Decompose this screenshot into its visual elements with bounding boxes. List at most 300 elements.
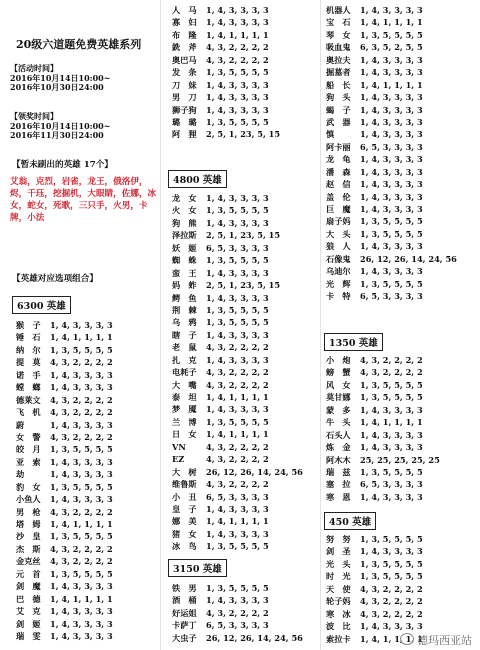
hero-row	[172, 292, 303, 304]
hero-name: 德莱文	[16, 394, 41, 405]
hero-option-code: 1, 4, 3, 3, 3, 3	[50, 494, 113, 505]
hero-name: 波 比	[326, 621, 351, 632]
hero-row	[326, 104, 457, 116]
hero-name: 剑 魔	[16, 581, 41, 592]
hero-option-code: 1, 4, 3, 3, 3, 3	[206, 193, 269, 203]
hero-option-code: 1, 4, 3, 3, 3, 3	[206, 104, 269, 115]
hero-option-code: 4, 3, 2, 2, 2, 2	[206, 342, 269, 353]
hero-row	[326, 491, 440, 503]
hero-row	[172, 428, 303, 440]
hero-option-code: 1, 3, 5, 5, 5, 5	[360, 29, 423, 40]
hero-row	[172, 66, 280, 78]
hero-name: 剑 圣	[326, 546, 351, 557]
hero-option-code: 4, 3, 2, 2, 2, 2	[206, 441, 269, 452]
hero-row	[172, 116, 280, 128]
hero-row	[172, 416, 303, 428]
hero-row	[326, 91, 457, 103]
hero-row	[172, 540, 303, 552]
hero-row	[16, 369, 113, 381]
hero-row	[326, 570, 423, 582]
hero-row	[326, 41, 457, 53]
hero-row	[172, 515, 303, 527]
column-divider	[160, 0, 161, 650]
hero-row	[326, 128, 457, 140]
hero-name: 冰 鸟	[172, 541, 197, 552]
hero-option-code: 1, 3, 5, 5, 5, 5	[360, 216, 423, 227]
hero-option-code: 2, 5, 1, 23, 5, 15	[206, 129, 281, 140]
event-time-start: 2016年10月14日10:00~	[10, 72, 111, 83]
hero-name: 诺 手	[16, 369, 41, 380]
hero-row	[172, 204, 303, 216]
hero-row	[172, 192, 303, 204]
hero-option-code: 1, 4, 1, 1, 1, 1	[206, 29, 269, 40]
hero-name: 蝎 子	[326, 104, 351, 115]
hero-option-code: 1, 3, 5, 5, 5, 5	[360, 466, 423, 477]
hero-name: 璐 璐	[172, 116, 197, 127]
hero-row	[326, 66, 457, 78]
hero-name: 金克丝	[16, 556, 41, 567]
hero-name: 发 条	[172, 67, 197, 78]
hero-name: 维鲁斯	[172, 479, 197, 490]
hero-option-code: 1, 4, 3, 3, 3, 3	[206, 217, 269, 228]
hero-name: 阿 狸	[172, 129, 197, 140]
hero-option-code: 1, 3, 5, 5, 5, 5	[50, 344, 113, 355]
hero-row	[172, 391, 303, 403]
hero-option-code: 4, 3, 2, 2, 2, 2	[360, 367, 423, 378]
hero-option-code: 1, 3, 5, 5, 5, 5	[360, 571, 423, 582]
hero-option-code: 1, 4, 1, 1, 1, 1	[360, 417, 423, 428]
hero-row	[326, 153, 457, 165]
hero-option-code: 1, 4, 1, 1, 1, 1	[206, 429, 269, 440]
hero-option-code: 1, 3, 5, 5, 5, 5	[206, 304, 269, 315]
hero-option-code: 1, 4, 3, 3, 3, 3	[360, 67, 423, 78]
hero-name: 莫甘娜	[326, 392, 351, 403]
hero-name: 塞 拉	[326, 479, 351, 490]
hero-name: 鳄 鱼	[172, 292, 197, 303]
hero-name: 螳 螂	[16, 382, 41, 393]
hero-name: 狗 熊	[172, 217, 197, 228]
hero-option-code: 4, 3, 2, 2, 2, 2	[50, 407, 113, 418]
hero-row	[326, 545, 423, 557]
hero-name: 飞 机	[16, 407, 41, 418]
hero-row	[326, 178, 457, 190]
hero-row	[326, 478, 440, 490]
hero-option-code: 6, 5, 3, 3, 3, 3	[206, 620, 269, 631]
claim-time-heading: 【领奖时间】	[10, 111, 58, 121]
event-time-end: 2016年10月30日24:00	[10, 82, 104, 92]
hero-name: 狮子狗	[172, 104, 197, 115]
hero-option-code: 1, 4, 3, 3, 3, 3	[360, 129, 423, 140]
hero-name: 巴 德	[16, 593, 41, 604]
hero-row	[172, 267, 303, 279]
hero-name: 小 丑	[172, 491, 197, 502]
hero-option-code: 1, 4, 3, 3, 3, 3	[360, 154, 423, 165]
hero-name: 猪 女	[172, 528, 197, 539]
hero-option-code: 1, 4, 3, 3, 3, 3	[360, 54, 423, 65]
wechat-icon	[400, 633, 414, 645]
hero-option-code: 1, 4, 3, 3, 3, 3	[206, 528, 269, 539]
hero-row	[16, 344, 113, 356]
hero-name: 塔 姆	[16, 519, 41, 529]
hero-row	[172, 217, 303, 229]
section-label-3150: 3150 英雄	[168, 559, 227, 577]
hero-option-code: 1, 4, 3, 3, 3, 3	[360, 104, 423, 115]
hero-row	[326, 79, 457, 91]
hero-option-code: 1, 3, 5, 5, 5, 5	[360, 278, 423, 289]
hero-option-code: 2, 5, 1, 23, 5, 15	[206, 230, 281, 241]
hero-name: 纳 尔	[16, 344, 41, 355]
hero-name: 梦 魇	[172, 404, 197, 415]
hero-row	[326, 4, 457, 16]
hero-row	[172, 341, 303, 353]
hero-row	[16, 593, 113, 605]
hero-option-code: 1, 4, 3, 3, 3, 3	[50, 469, 113, 480]
hero-name: 瞎 子	[172, 329, 197, 340]
hero-name: 荆 棘	[172, 304, 197, 315]
hero-name: 小 炮	[326, 355, 351, 365]
hero-option-code: 26, 12, 26, 14, 24, 56	[360, 253, 457, 264]
unlisted-heading: 【暂未刷出的英雄 17个】	[12, 160, 113, 170]
hero-option-code: 1, 3, 5, 5, 5, 5	[206, 116, 269, 127]
hero-name: 乌 鸦	[172, 317, 197, 328]
hero-name: 盖 伦	[326, 191, 351, 202]
hero-name: 人 马	[172, 5, 197, 15]
hero-name: 剑 姬	[16, 618, 41, 629]
hero-row	[326, 404, 440, 416]
hero-row	[16, 431, 113, 443]
hero-option-code: 4, 3, 2, 2, 2, 2	[50, 556, 113, 567]
hero-name: 光 辉	[326, 278, 351, 289]
hero-name: 掘墓者	[326, 67, 351, 78]
hero-option-code: 1, 4, 3, 3, 3, 3	[206, 595, 269, 606]
hero-name: 机器人	[326, 5, 351, 15]
hero-name: 吸血鬼	[326, 42, 351, 53]
hero-name: 赵 信	[326, 179, 351, 190]
hero-row	[16, 618, 113, 630]
hero-row	[172, 607, 303, 619]
hero-name: 螃 蟹	[326, 367, 351, 378]
hero-row	[172, 104, 280, 116]
hero-name: 艾 克	[16, 606, 41, 617]
hero-row	[16, 468, 113, 480]
hero-option-code: 1, 4, 3, 3, 3, 3	[206, 92, 269, 103]
section-label-4800: 4800 英雄	[168, 170, 227, 188]
hero-row	[326, 253, 457, 265]
hero-name: 男 刀	[172, 92, 197, 103]
hero-name: 卡萨丁	[172, 620, 197, 631]
hero-row	[326, 141, 457, 153]
hero-name: 龙 女	[172, 193, 197, 203]
hero-row	[172, 503, 303, 515]
hero-name: 卡 特	[326, 291, 351, 302]
hero-row	[172, 54, 280, 66]
hero-name: 妖 姬	[172, 242, 197, 253]
hero-option-code: 4, 3, 2, 2, 2, 2	[50, 506, 113, 517]
hero-name: 寡 妇	[172, 17, 197, 28]
hero-row	[172, 478, 303, 490]
hero-option-code: 2, 5, 1, 23, 5, 15	[206, 280, 281, 291]
hero-row	[172, 453, 303, 465]
hero-option-code: 6, 3, 5, 2, 5, 5	[360, 42, 423, 53]
hero-name: VN	[172, 441, 186, 452]
event-time-block	[10, 64, 110, 93]
hero-row	[16, 506, 113, 518]
hero-row	[16, 406, 113, 418]
hero-row	[16, 394, 113, 406]
hero-option-code: 1, 4, 3, 3, 3, 3	[360, 621, 423, 632]
page-title: 20级六道题免费英雄系列	[16, 38, 142, 51]
hero-row	[172, 466, 303, 478]
hero-name: 电耗子	[172, 367, 197, 378]
hero-option-code: 4, 3, 2, 2, 2, 2	[206, 479, 269, 490]
hero-row	[16, 543, 113, 555]
hero-name: 牛 头	[326, 417, 351, 428]
hero-option-code: 1, 4, 3, 3, 3, 3	[50, 630, 113, 641]
hero-row	[326, 595, 423, 607]
hero-name: 皎 月	[16, 444, 41, 455]
event-time-heading: 【活动时间】	[10, 63, 58, 73]
hero-option-code: 25, 25, 25, 25, 25	[360, 454, 440, 465]
hero-name: 索拉卡	[326, 633, 351, 644]
hero-name: 轮子妈	[326, 596, 351, 607]
hero-row	[172, 16, 280, 28]
hero-option-code: 1, 4, 3, 3, 3, 3	[50, 382, 113, 393]
hero-name: 娜 美	[172, 516, 197, 527]
hero-option-code: 1, 3, 5, 5, 5, 5	[50, 568, 113, 579]
hero-row	[172, 441, 303, 453]
section-label-1350: 1350 英雄	[324, 333, 383, 351]
hero-option-code: 1, 4, 3, 3, 3, 3	[360, 92, 423, 103]
hero-option-code: 1, 4, 3, 3, 3, 3	[206, 79, 269, 90]
hero-name: 时 光	[326, 571, 351, 582]
hero-name: 宝 石	[326, 17, 351, 28]
hero-row	[16, 381, 113, 393]
hero-option-code: 1, 4, 1, 1, 1, 1	[360, 17, 423, 28]
hero-name: 布 隆	[172, 29, 197, 40]
hero-option-code: 4, 3, 2, 2, 2, 2	[50, 543, 113, 554]
claim-time-end: 2016年11月30日24:00	[10, 130, 104, 140]
hero-row	[172, 582, 303, 594]
hero-option-code: 1, 3, 5, 5, 5, 5	[206, 67, 269, 78]
hero-option-code: 1, 4, 3, 3, 3, 3	[360, 166, 423, 177]
hero-row	[172, 91, 280, 103]
hero-name: 锤 石	[16, 332, 41, 343]
hero-row	[16, 456, 113, 468]
hero-row	[16, 580, 113, 592]
hero-name: 瑞 雯	[16, 630, 41, 641]
hero-row	[326, 290, 457, 302]
hero-row	[326, 391, 440, 403]
hero-option-code: 1, 4, 3, 3, 3, 3	[50, 320, 113, 330]
hero-option-code: 4, 3, 2, 2, 2, 2	[206, 379, 269, 390]
hero-row	[172, 128, 280, 140]
hero-option-code: 1, 4, 3, 3, 3, 3	[206, 329, 269, 340]
hero-option-code: 1, 3, 5, 5, 5, 5	[360, 534, 423, 544]
hero-option-code: 1, 4, 3, 3, 3, 3	[206, 404, 269, 415]
hero-name: 劫	[16, 469, 25, 480]
hero-name: 蜘 蛛	[172, 255, 197, 266]
hero-list-450	[326, 533, 423, 645]
hero-option-code: 1, 4, 3, 3, 3, 3	[206, 267, 269, 278]
hero-name: 石头人	[326, 429, 351, 440]
hero-name: 寒 恩	[326, 491, 351, 502]
hero-row	[326, 558, 423, 570]
hero-row	[16, 443, 113, 455]
hero-row	[172, 279, 303, 291]
hero-name: 沙 皇	[16, 531, 41, 542]
hero-option-code: 1, 3, 5, 5, 5, 5	[206, 205, 269, 216]
hero-row	[172, 4, 280, 16]
hero-name: 日 女	[172, 429, 197, 440]
hero-option-code: 1, 4, 1, 1, 1, 1	[206, 392, 269, 402]
hero-name: 泽拉斯	[172, 230, 197, 241]
hero-name: 猴 子	[16, 320, 41, 330]
hero-name: 武 器	[326, 116, 351, 127]
hero-option-code: 4, 3, 2, 2, 2, 2	[360, 608, 423, 619]
unlisted-heroes: 艾翁，克烈，岩雀，龙王，俄洛伊，烬，千珏，挖掘机，大眼睛，佐娜，冰女，蛇女，死歌，三只手，火男，卡牌，小法	[10, 177, 157, 223]
hero-row	[16, 555, 113, 567]
hero-option-code: 1, 4, 1, 1, 1, 1	[360, 633, 423, 644]
hero-option-code: 1, 4, 3, 3, 3, 3	[360, 5, 423, 15]
hero-row	[326, 116, 457, 128]
column-divider	[320, 0, 321, 650]
hero-row	[172, 354, 303, 366]
hero-option-code: 26, 12, 26, 14, 24, 56	[206, 632, 303, 643]
hero-row	[16, 518, 113, 530]
hero-name: 天 使	[326, 583, 351, 594]
hero-name: 扎 克	[172, 354, 197, 365]
hero-name: 蔚	[16, 419, 25, 430]
hero-option-code: 1, 4, 3, 3, 3, 3	[360, 442, 423, 453]
hero-option-code: 1, 4, 3, 3, 3, 3	[360, 116, 423, 127]
hero-name: 潘 森	[326, 166, 351, 177]
hero-name: EZ	[172, 454, 185, 465]
hero-option-code: 4, 3, 2, 2, 2, 2	[50, 357, 113, 368]
hero-row	[16, 605, 113, 617]
hero-row	[172, 329, 303, 341]
hero-row	[16, 481, 113, 493]
hero-row	[326, 608, 423, 620]
hero-option-code: 1, 3, 5, 5, 5, 5	[360, 379, 423, 390]
hero-row	[16, 630, 113, 642]
hero-name: 大 树	[172, 466, 197, 477]
hero-option-code: 1, 4, 1, 1, 1, 1	[206, 516, 269, 527]
hero-row	[326, 265, 457, 277]
hero-option-code: 1, 3, 5, 5, 5, 5	[206, 583, 269, 593]
hero-name: 大 嘴	[172, 379, 197, 390]
hero-list-4800	[172, 192, 303, 553]
hero-row	[326, 16, 457, 28]
hero-name: 老 鼠	[172, 342, 197, 353]
hero-row	[16, 356, 113, 368]
hero-name: 龙 龟	[326, 154, 351, 165]
hero-list-3150	[172, 582, 303, 644]
hero-option-code: 1, 4, 3, 3, 3, 3	[360, 191, 423, 202]
hero-option-code: 1, 4, 3, 3, 3, 3	[50, 456, 113, 467]
hero-option-code: 4, 3, 2, 2, 2, 2	[360, 596, 423, 607]
hero-row	[326, 441, 440, 453]
hero-row	[326, 379, 440, 391]
hero-name: 巨 魔	[326, 204, 351, 214]
hero-option-code: 1, 3, 5, 5, 5, 5	[206, 317, 269, 328]
hero-option-code: 1, 3, 5, 5, 5, 5	[50, 481, 113, 492]
hero-row	[326, 454, 440, 466]
hero-option-code: 1, 4, 3, 3, 3, 3	[360, 491, 423, 502]
hero-row	[326, 583, 423, 595]
hero-option-code: 1, 4, 3, 3, 3, 3	[50, 581, 113, 592]
hero-list-6300	[16, 319, 113, 642]
hero-option-code: 1, 4, 3, 3, 3, 3	[360, 266, 423, 277]
hero-option-code: 1, 4, 3, 3, 3, 3	[206, 17, 269, 28]
hero-name: 火 女	[172, 205, 197, 216]
hero-row	[172, 41, 280, 53]
section-label-450: 450 英雄	[324, 512, 376, 530]
hero-option-code: 4, 3, 2, 2, 2, 2	[50, 431, 113, 442]
hero-name: 男 枪	[16, 506, 41, 517]
hero-row	[172, 316, 303, 328]
hero-name: 奥巴马	[172, 54, 197, 65]
hero-name: 提 莫	[16, 357, 41, 368]
hero-option-code: 6, 5, 3, 3, 3, 3	[206, 491, 269, 502]
hero-row	[172, 304, 303, 316]
hero-option-code: 26, 12, 26, 14, 24, 56	[206, 466, 303, 477]
hero-name: 狗 头	[326, 92, 351, 103]
hero-option-code: 4, 3, 2, 2, 2, 2	[50, 394, 113, 405]
hero-name: 酒 桶	[172, 595, 197, 606]
hero-row	[172, 632, 303, 644]
hero-row	[326, 215, 457, 227]
hero-list-3150-cont	[326, 4, 457, 303]
hero-name: 好运姐	[172, 607, 197, 618]
hero-name: 兰 博	[172, 416, 197, 427]
hero-row	[326, 366, 440, 378]
hero-row	[16, 530, 113, 542]
hero-option-code: 4, 3, 2, 2, 2, 2	[206, 454, 269, 465]
hero-row	[326, 466, 440, 478]
hero-option-code: 4, 3, 2, 2, 2, 2	[206, 42, 269, 53]
hero-name: 炼 金	[326, 442, 351, 453]
hero-row	[326, 228, 457, 240]
hero-name: 瑞 兹	[326, 466, 351, 477]
hero-option-code: 1, 3, 5, 5, 5, 5	[206, 255, 269, 266]
hero-row	[326, 429, 440, 441]
hero-name: 琴 女	[326, 29, 351, 40]
hero-name: 蛮 王	[172, 267, 197, 278]
hero-option-code: 1, 4, 3, 3, 3, 3	[50, 618, 113, 629]
hero-name: 奥拉夫	[326, 54, 351, 65]
hero-name: 乌迪尔	[326, 266, 351, 277]
hero-row	[326, 191, 457, 203]
hero-name: 刀 妹	[172, 79, 197, 90]
hero-row	[326, 533, 423, 545]
hero-name: 努 努	[326, 534, 351, 544]
hero-row	[172, 79, 280, 91]
hero-option-code: 1, 4, 1, 1, 1, 1	[360, 79, 423, 90]
hero-list-6300-cont	[172, 4, 280, 141]
hero-row	[16, 493, 113, 505]
hero-row	[172, 29, 280, 41]
hero-option-code: 1, 4, 3, 3, 3, 3	[206, 5, 269, 15]
hero-name: 狼 人	[326, 241, 351, 252]
hero-option-code: 6, 5, 3, 3, 3, 3	[360, 291, 423, 302]
hero-row	[326, 240, 457, 252]
hero-name: 铁 男	[172, 583, 197, 593]
hero-option-code: 1, 4, 3, 3, 3, 3	[50, 369, 113, 380]
hero-name: 阿卡丽	[326, 141, 351, 152]
hero-row	[326, 54, 457, 66]
hero-row	[326, 620, 423, 632]
hero-row	[172, 491, 303, 503]
